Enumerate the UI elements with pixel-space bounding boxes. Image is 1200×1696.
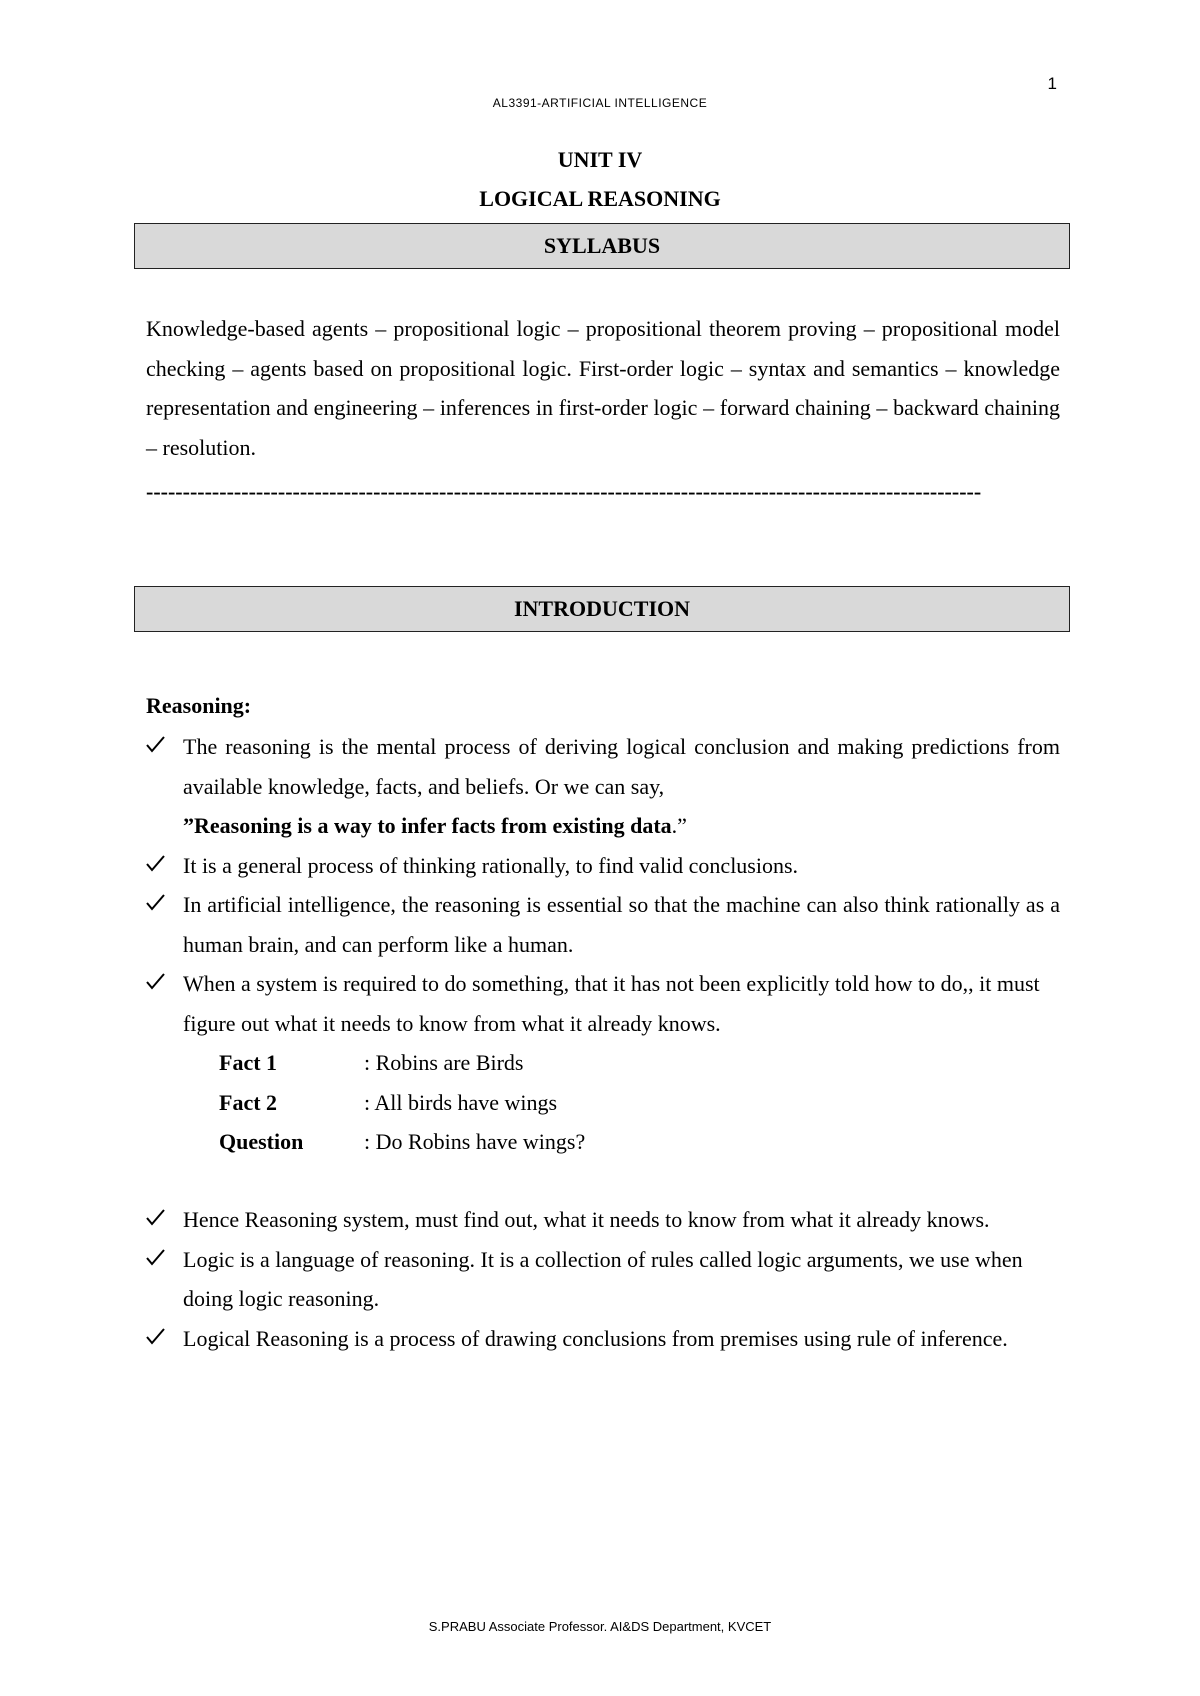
reasoning-bullet-list (146, 727, 1060, 1043)
unit-title: UNIT IV (557, 147, 643, 172)
bullet-text: It is a general process of thinking rationally, to find valid conclusions. (183, 852, 799, 878)
checkmark-icon (146, 727, 176, 753)
fact-value: : Robins are Birds (364, 1050, 524, 1075)
syllabus-heading-box: SYLLABUS (134, 223, 1070, 269)
fact-label: Question (219, 1129, 304, 1154)
checkmark-icon (146, 964, 176, 990)
fact-label: Fact 2 (219, 1089, 278, 1115)
bullet-text: When a system is required to do something, that it has not been explicitly told how to do,, it must figure out what it needs to know from what it already knows. (183, 971, 1040, 1036)
checkmark-icon (146, 846, 176, 872)
list-item (146, 846, 1060, 886)
introduction-heading-box: INTRODUCTION (134, 586, 1070, 632)
logic-bullet-list (146, 1200, 1060, 1358)
checkmark-icon (146, 1240, 176, 1266)
page-number: 1 (1047, 74, 1057, 93)
list-item (146, 727, 1060, 846)
checkmark-icon (146, 1200, 176, 1226)
bullet-text: The reasoning is the mental process of deriving logical conclusion and making predictions from available knowledge, facts, and beliefs. Or we can say, (183, 734, 1060, 799)
quote-bold-text: Reasoning is a way to infer facts from existing data (194, 813, 672, 838)
facts-block (219, 1043, 585, 1162)
fact-value: : Do Robins have wings? (364, 1129, 586, 1154)
bullet-text: Logic is a language of reasoning. It is a collection of rules called logic arguments, we use when doing logic reasoning. (183, 1246, 1023, 1311)
bullet-text: In artificial intelligence, the reasoning is essential so that the machine can also think rationally as a human brain, and can perform like a human. (183, 892, 1060, 957)
list-item (146, 1240, 1060, 1319)
quote-open: ”Reasoning is a way to infer facts from existing data.” (183, 813, 687, 838)
syllabus-text: Knowledge-based agents – propositional logic – propositional theorem proving – propositional model checking – agents based on propositional logic. First-order logic – syntax and semantics – knowledge representation and engineering – inferences in first-order logic – forward chaining – backward chaining – resolution. (146, 316, 1060, 460)
reasoning-heading: Reasoning: (146, 693, 252, 718)
fact-row (219, 1043, 585, 1083)
fact-row (219, 1083, 585, 1123)
dashed-separator: ------------------------------------------------------------------------------------------------------------------ (146, 479, 982, 504)
list-item (146, 885, 1060, 964)
bullet-text: Logical Reasoning is a process of drawing conclusions from premises using rule of inference. (183, 1325, 1008, 1351)
list-item (146, 1319, 1060, 1359)
list-item (146, 1200, 1060, 1240)
unit-subtitle: LOGICAL REASONING (479, 186, 721, 211)
checkmark-icon (146, 885, 176, 911)
running-header: AL3391-ARTIFICIAL INTELLIGENCE (492, 96, 708, 110)
checkmark-icon (146, 1319, 176, 1345)
page-footer: S.PRABU Associate Professor. AI&DS Department, KVCET (428, 1619, 772, 1634)
bullet-text: Hence Reasoning system, must find out, what it needs to know from what it already knows. (183, 1207, 990, 1232)
fact-value: : All birds have wings (364, 1089, 558, 1115)
fact-row (219, 1122, 585, 1162)
fact-label: Fact 1 (219, 1050, 278, 1075)
list-item (146, 964, 1060, 1043)
